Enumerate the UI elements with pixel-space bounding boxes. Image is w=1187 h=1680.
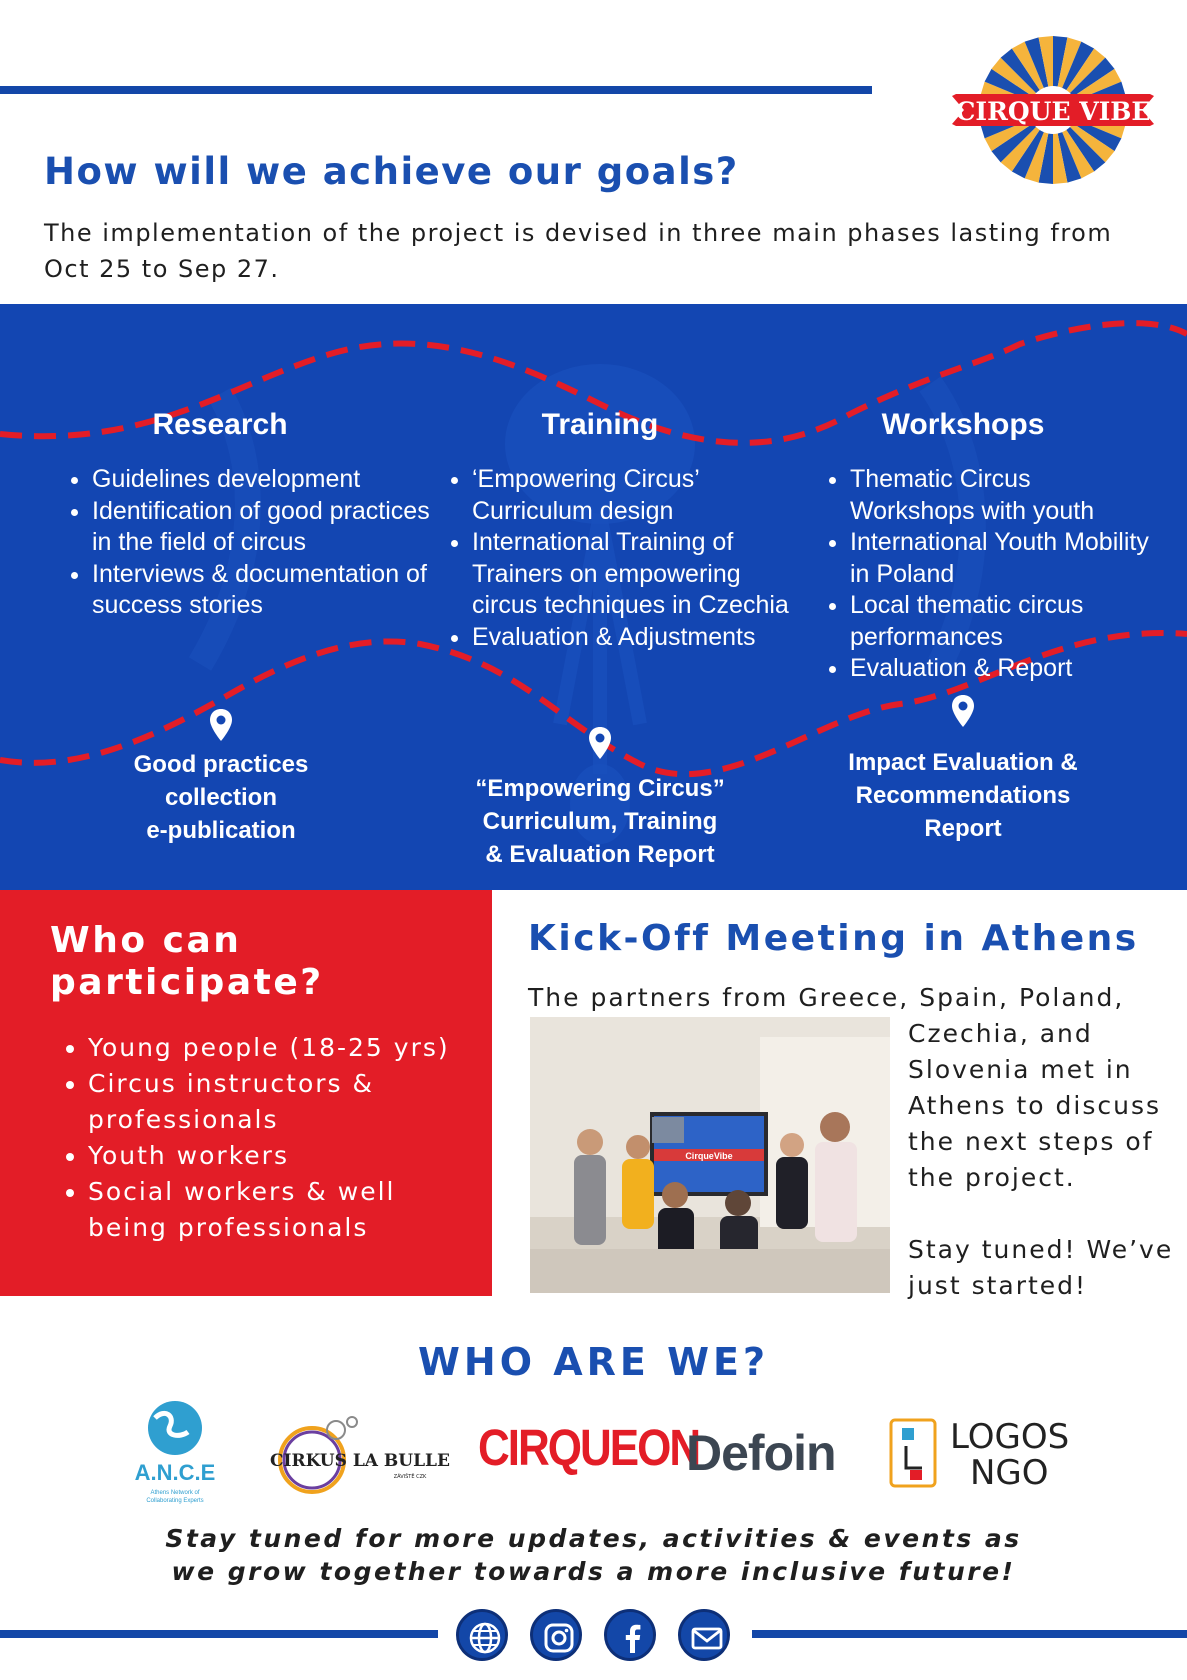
globe-icon: [120, 1398, 230, 1508]
svg-text:Athens Network of: Athens Network of: [150, 1490, 200, 1496]
partner-cirqueon-logo: CIRQUEON: [478, 1420, 700, 1477]
svg-text:ZÁVIŠTĚ CZK: ZÁVIŠTĚ CZK: [393, 1474, 427, 1480]
location-pin-icon: [951, 694, 975, 728]
kickoff-heading: Kick-Off Meeting in Athens: [528, 918, 1139, 959]
participate-heading: Who can participate?: [50, 920, 324, 1003]
list-item: • Circus instructors & professionals: [88, 1066, 480, 1138]
bottom-divider: [0, 1630, 438, 1638]
svg-text:LOGOS: LOGOS: [950, 1417, 1070, 1457]
list-item: • Social workers & well being professionals: [88, 1174, 480, 1246]
list-item: • Youth workers: [88, 1138, 480, 1174]
phase-title: Research: [152, 408, 288, 441]
list-item: • Interviews & documentation of success stories: [92, 559, 440, 622]
output-training: “Empowering Circus” Curriculum, Training & Evaluation Report: [475, 775, 725, 868]
svg-text:Collaborating Experts: Collaborating Experts: [146, 1498, 204, 1504]
mail-icon[interactable]: [678, 1609, 730, 1661]
phases-section: [0, 304, 1187, 890]
participate-section: [0, 890, 492, 1296]
location-pin-icon: [209, 708, 233, 742]
globe-icon[interactable]: [456, 1609, 508, 1661]
phase-research: [60, 408, 440, 622]
cirque-vibe-logo: [950, 30, 1155, 190]
svg-text:NGO: NGO: [970, 1453, 1049, 1493]
phase-workshops: [818, 408, 1158, 685]
facebook-icon[interactable]: [604, 1609, 656, 1661]
list-item: • Identification of good practices in the field of circus: [92, 496, 440, 559]
partners-heading: WHO ARE WE?: [417, 1340, 770, 1384]
partner-defoin-logo: Defoin: [686, 1425, 836, 1481]
bottom-divider: [752, 1630, 1187, 1638]
output-workshops: Impact Evaluation & Recommendations Report: [848, 749, 1078, 842]
goals-intro: The implementation of the project is devised in three main phases lasting from Oct 25 to Sep 27.: [44, 219, 1113, 283]
instagram-icon[interactable]: [530, 1609, 582, 1661]
kickoff-lead: The partners from Greece, Spain, Poland,: [528, 983, 1125, 1012]
list-item: • Evaluation & Adjustments: [472, 622, 800, 654]
phase-title: Workshops: [881, 408, 1045, 441]
list-item: • ‘Empowering Circus’ Curriculum design: [472, 464, 800, 527]
output-research: Good practices collection e-publication: [133, 751, 309, 844]
partner-logos-logo: [888, 1412, 1078, 1492]
list-item: • Guidelines development: [92, 464, 440, 496]
partner-ance-logo: [120, 1398, 230, 1508]
list-item: • Young people (18-25 yrs): [88, 1030, 480, 1066]
goals-heading: How will we achieve our goals?: [44, 150, 739, 193]
list-item: • International Youth Mobility in Poland: [850, 527, 1158, 590]
svg-text:CIRKUS LA BULLE: CIRKUS LA BULLE: [270, 1451, 450, 1471]
location-pin-icon: [588, 726, 612, 760]
svg-text:CIRQUE VIBE: CIRQUE VIBE: [955, 97, 1151, 126]
list-item: • Thematic Circus Workshops with youth: [850, 464, 1158, 527]
svg-text:CirqueVibe: CirqueVibe: [685, 1151, 733, 1161]
svg-text:A.N.C.E: A.N.C.E: [134, 1460, 216, 1485]
list-item: • Local thematic circus performances: [850, 590, 1158, 653]
list-item: • International Training of Trainers on empowering circus techniques in Czechia: [472, 527, 800, 622]
top-divider: [0, 86, 872, 94]
phase-title: Training: [541, 408, 659, 441]
meeting-photo: [530, 1017, 890, 1293]
list-item: • Evaluation & Report: [850, 653, 1158, 685]
kickoff-text: Czechia, and Slovenia met in Athens to discuss the next steps of the project. Stay tuned! We’ve just started!: [908, 1019, 1174, 1300]
phase-training: [440, 408, 800, 653]
footer-message: Stay tuned for more updates, activities & events as we grow together towards a more inclusive future!: [165, 1524, 1022, 1586]
partner-cirkus-logo: [270, 1416, 450, 1496]
